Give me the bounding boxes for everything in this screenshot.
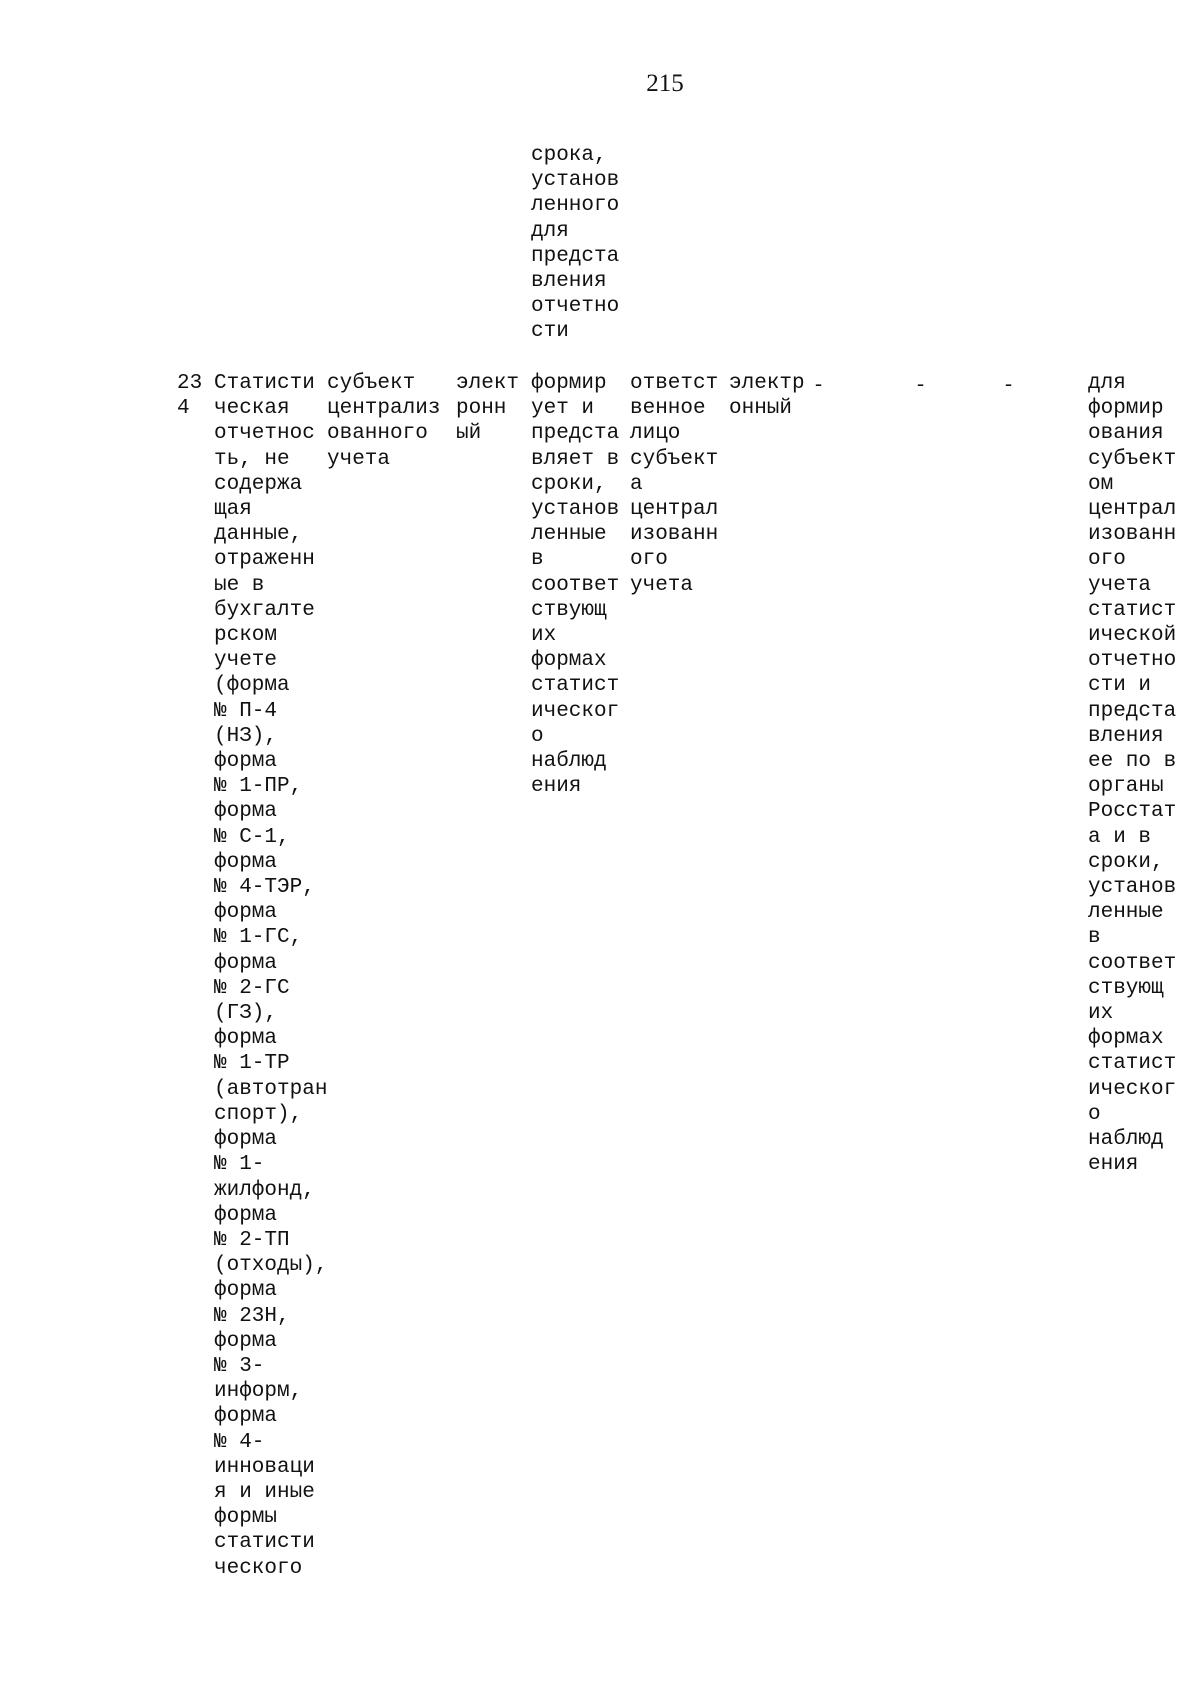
cell-dash-1: -	[815, 371, 822, 395]
cell-procedure: формир ует и предста вляет в сроки, установ ленные в соответ ствующ их формах статист ическог о наблюд ения	[531, 372, 620, 799]
cell-document-name: Статисти ческая отчетнос ть, не содержа щая данные, отраженн ые в бухгалте рском учете (форма № П-4 (НЗ), форма № 1-ПР, форма № С-1, форма № 4-ТЭР, форма № 1-ГС, форма № 2-ГС (ГЗ), форма № 1-ТР (автотран спорт), форма № 1- жилфонд, форма № 2-ТП (отходы), форма № 23Н, форма № 3- информ, форма № 4- инноваци я и иные формы статисти ческого	[214, 372, 328, 1580]
cell-storage: электр онный	[729, 372, 805, 421]
cell-responsible: ответст венное лицо субъект а централ изованн ого учета	[630, 372, 719, 597]
cell-purpose: для формир ования субъект ом централ изованн ого учета статист ической отчетно сти и предста вления ее по в органы Росстат а и в сроки, установ ленные в соответ ствующ их формах статист ическог о наблюд ения	[1088, 372, 1177, 1177]
continued-cell-deadline: срока, установ ленного для предста вления отчетно сти	[531, 144, 620, 344]
cell-dash-3: -	[1005, 371, 1012, 395]
cell-format: элект ронн ый	[456, 372, 520, 446]
cell-dash-2: -	[917, 371, 924, 395]
cell-subject: субъект централиз ованного учета	[327, 372, 441, 471]
page-number: 215	[646, 70, 684, 97]
row-number: 23 4	[177, 372, 203, 421]
